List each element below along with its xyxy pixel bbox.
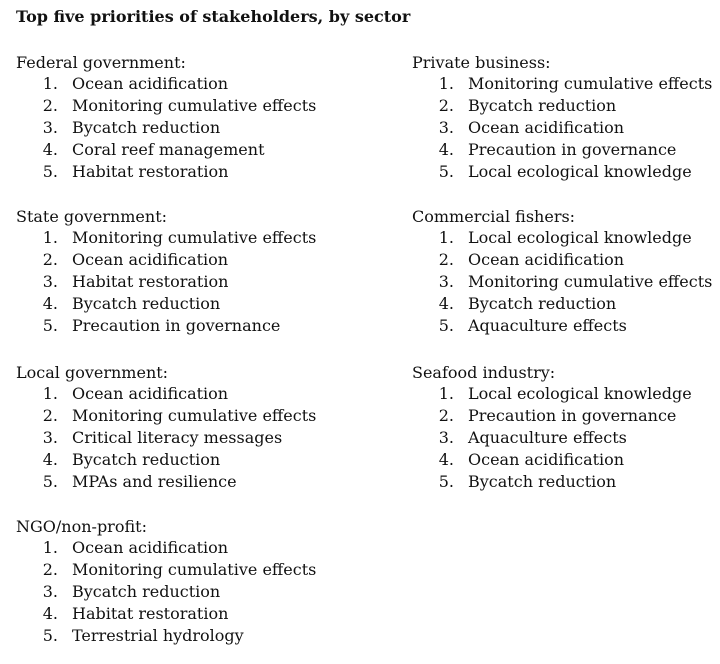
item-number: 4.	[42, 604, 58, 624]
item-number: 2.	[42, 96, 58, 116]
list-item	[412, 73, 720, 95]
item-number: 2.	[438, 250, 454, 270]
item-number: 4.	[438, 140, 454, 160]
item-number: 1.	[438, 228, 454, 247]
list-item	[412, 249, 720, 271]
priority-list	[16, 73, 336, 183]
list-item	[16, 559, 336, 581]
priority-list	[16, 383, 336, 493]
list-item	[16, 95, 336, 117]
list-item	[412, 449, 720, 471]
list-item	[412, 471, 720, 493]
list-item	[16, 405, 336, 427]
item-text: Terrestrial hydrology	[72, 626, 244, 646]
item-text: Bycatch reduction	[468, 96, 617, 116]
item-number: 1.	[42, 228, 58, 247]
list-item	[412, 271, 720, 293]
item-number: 3.	[42, 272, 58, 292]
list-item	[412, 405, 720, 427]
sector-seafood-industry	[412, 362, 720, 493]
item-number: 2.	[42, 560, 58, 580]
item-text: Bycatch reduction	[468, 472, 617, 492]
list-item	[16, 293, 336, 315]
item-number: 3.	[438, 428, 454, 448]
item-text: Local ecological knowledge	[468, 228, 692, 247]
item-number: 1.	[438, 74, 454, 93]
sector-heading: NGO/non-profit:	[16, 517, 147, 536]
list-item	[16, 227, 336, 249]
item-number: 2.	[438, 406, 454, 426]
item-text: Precaution in governance	[468, 406, 677, 426]
item-text: Habitat restoration	[72, 604, 229, 624]
item-number: 5.	[42, 162, 58, 182]
item-number: 4.	[42, 140, 58, 160]
item-number: 4.	[438, 450, 454, 470]
item-text: Monitoring cumulative effects	[72, 228, 317, 247]
item-text: Ocean acidification	[468, 250, 625, 270]
sector-ngo-non-profit	[16, 516, 336, 647]
sector-heading: State government:	[16, 207, 168, 226]
list-item	[16, 427, 336, 449]
item-number: 1.	[42, 538, 58, 557]
list-item	[16, 139, 336, 161]
item-text: Monitoring cumulative effects	[468, 272, 713, 292]
item-number: 5.	[438, 316, 454, 336]
item-number: 3.	[438, 272, 454, 292]
priority-list	[412, 73, 720, 183]
sector-state-government	[16, 206, 336, 337]
item-number: 3.	[438, 118, 454, 138]
list-item	[412, 161, 720, 183]
item-number: 5.	[42, 472, 58, 492]
item-text: Ocean acidification	[72, 250, 229, 270]
item-number: 5.	[438, 162, 454, 182]
item-text: Bycatch reduction	[72, 582, 221, 602]
item-number: 5.	[42, 626, 58, 646]
item-text: Local ecological knowledge	[468, 162, 692, 182]
priority-list	[412, 383, 720, 493]
item-text: Aquaculture effects	[468, 316, 627, 336]
list-item	[412, 117, 720, 139]
list-item	[16, 271, 336, 293]
list-item	[16, 383, 336, 405]
item-text: Precaution in governance	[468, 140, 677, 160]
item-text: Critical literacy messages	[72, 428, 283, 448]
list-item	[412, 139, 720, 161]
sector-local-government	[16, 362, 336, 493]
item-text: Habitat restoration	[72, 162, 229, 182]
item-text: Bycatch reduction	[72, 294, 221, 314]
item-number: 4.	[42, 294, 58, 314]
item-text: Habitat restoration	[72, 272, 229, 292]
list-item	[412, 383, 720, 405]
list-item	[412, 315, 720, 337]
list-item	[16, 249, 336, 271]
item-text: Ocean acidification	[468, 118, 625, 138]
item-text: Ocean acidification	[468, 450, 625, 470]
item-number: 1.	[42, 384, 58, 403]
list-item	[16, 73, 336, 95]
item-number: 4.	[438, 294, 454, 314]
list-item	[16, 315, 336, 337]
sector-heading: Local government:	[16, 363, 169, 382]
item-text: Bycatch reduction	[72, 118, 221, 138]
sector-heading: Federal government:	[16, 53, 186, 72]
item-text: Precaution in governance	[72, 316, 281, 336]
item-number: 1.	[42, 74, 58, 93]
item-text: Monitoring cumulative effects	[72, 560, 317, 580]
list-item	[16, 625, 336, 647]
item-number: 5.	[438, 472, 454, 492]
list-item	[16, 449, 336, 471]
item-text: Ocean acidification	[72, 74, 229, 93]
list-item	[16, 471, 336, 493]
priority-list	[16, 537, 336, 647]
sector-heading: Seafood industry:	[412, 363, 556, 382]
list-item	[16, 581, 336, 603]
item-text: Local ecological knowledge	[468, 384, 692, 403]
item-text: Ocean acidification	[72, 538, 229, 557]
item-text: Coral reef management	[72, 140, 265, 160]
list-item	[412, 95, 720, 117]
item-text: Monitoring cumulative effects	[72, 96, 317, 116]
item-text: Aquaculture effects	[468, 428, 627, 448]
item-text: Monitoring cumulative effects	[468, 74, 713, 93]
sector-heading: Private business:	[412, 53, 551, 72]
list-item	[412, 227, 720, 249]
item-text: Ocean acidification	[72, 384, 229, 403]
list-item	[16, 117, 336, 139]
item-number: 1.	[438, 384, 454, 403]
item-text: MPAs and resilience	[72, 472, 237, 492]
item-number: 2.	[42, 250, 58, 270]
list-item	[16, 537, 336, 559]
list-item	[412, 427, 720, 449]
item-number: 4.	[42, 450, 58, 470]
priority-list	[16, 227, 336, 337]
sector-private-business	[412, 52, 720, 183]
item-text: Monitoring cumulative effects	[72, 406, 317, 426]
list-item	[16, 161, 336, 183]
item-number: 2.	[438, 96, 454, 116]
item-number: 5.	[42, 316, 58, 336]
item-number: 3.	[42, 428, 58, 448]
priority-list	[412, 227, 720, 337]
item-number: 2.	[42, 406, 58, 426]
sector-heading: Commercial fishers:	[412, 207, 576, 226]
item-text: Bycatch reduction	[468, 294, 617, 314]
sector-federal-government	[16, 52, 336, 183]
item-number: 3.	[42, 582, 58, 602]
page-title: Top five priorities of stakeholders, by sector	[16, 7, 411, 26]
list-item	[412, 293, 720, 315]
item-number: 3.	[42, 118, 58, 138]
sector-commercial-fishers	[412, 206, 720, 337]
item-text: Bycatch reduction	[72, 450, 221, 470]
list-item	[16, 603, 336, 625]
